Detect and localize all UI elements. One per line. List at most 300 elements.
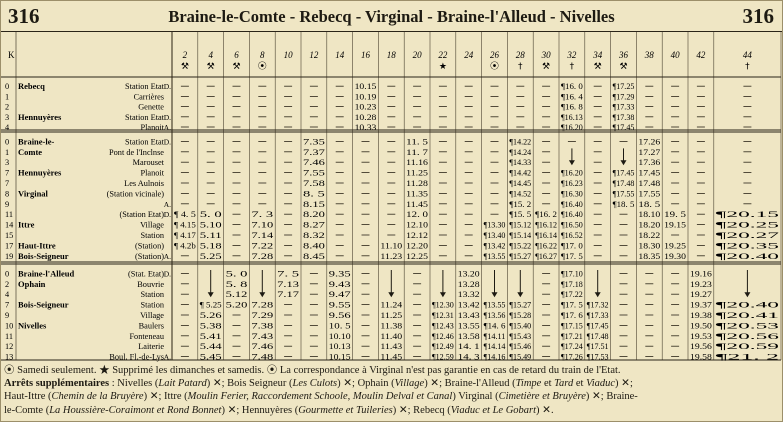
departure-time: ¶17.15	[561, 321, 583, 331]
departure-time: ¶17.10	[561, 269, 583, 279]
run-through-arrow-head	[569, 160, 575, 165]
train-number: 40	[670, 50, 680, 60]
departure-time: 7.10	[251, 220, 274, 230]
km-value: 11	[5, 331, 13, 341]
train-number: 34	[593, 50, 603, 60]
km-value: 4	[5, 290, 10, 300]
departure-time: ¶15.43	[509, 331, 532, 341]
departure-time: 10.15	[354, 82, 377, 92]
departure-time: 19.37	[690, 300, 712, 310]
departure-time: ¶15.40	[509, 321, 532, 331]
departure-time: 11.16	[406, 158, 428, 168]
departure-time: 5. 0	[225, 269, 248, 279]
departure-time: ¶14.45	[509, 179, 532, 188]
departure-time: 10.28	[354, 112, 377, 122]
departure-time: 19. 5	[664, 210, 686, 220]
stop-name: Station	[140, 231, 164, 240]
train-number: 32	[567, 50, 577, 60]
departure-time: 7. 3	[251, 210, 274, 220]
departure-time: ¶16.50	[561, 220, 583, 230]
km-value: 0	[5, 137, 10, 147]
departure-time: 8.32	[303, 231, 325, 240]
footnote-segment: Arrêts supplémentaires	[4, 378, 110, 390]
departure-time: ¶17.51	[586, 342, 609, 352]
departure-time: ¶12.49	[432, 342, 454, 352]
departure-time: 9.43	[328, 279, 351, 289]
arr-dep-flag: A.	[163, 199, 171, 209]
footnote-segment: ) ✕; Bois Seigneur (	[206, 378, 293, 390]
stop-name: (Station Etat)	[119, 210, 164, 220]
station-name: Nivelles	[18, 320, 47, 331]
departure-time: 19.16	[690, 269, 712, 279]
departure-time: 19.27	[690, 290, 712, 300]
station-name: Ittre	[18, 219, 35, 230]
departure-time: ¶20.40	[715, 300, 779, 310]
departure-time: ¶21. 2	[715, 352, 779, 362]
km-value: 15	[5, 231, 14, 240]
departure-time: ¶16.20	[561, 123, 583, 132]
departure-time: ¶14.22	[509, 137, 532, 147]
departure-time: 11. 7	[406, 147, 428, 157]
departure-time: 11.43	[380, 342, 403, 352]
departure-time: ¶17.45	[612, 123, 635, 132]
departure-time: 7.46	[303, 158, 325, 168]
departure-time: ¶ 4. 5	[174, 210, 196, 220]
train-symbol: †	[518, 62, 523, 72]
footnote-segment: ) ✕; Hennuyères (	[221, 404, 299, 416]
departure-time: ¶14. 6	[483, 321, 506, 331]
departure-time: ¶17.45	[612, 168, 635, 178]
footnote-segment: Viaduc et Le Gobart	[450, 404, 537, 416]
footnote-segment: ) ✕; Rebecq (	[392, 404, 451, 416]
train-number: 24	[464, 50, 474, 60]
train-number: 26	[490, 50, 499, 60]
train-symbol: ⚒	[542, 62, 551, 72]
departure-time: 11.45	[380, 352, 403, 362]
departure-time: ¶17.48	[612, 179, 635, 188]
footnote-segment: ) ✕; Braine-	[585, 391, 638, 403]
departure-time: 13.55	[457, 321, 480, 331]
stop-name: Station Etat	[125, 82, 164, 92]
departure-time: 5. 0	[199, 210, 222, 220]
footnote-segment: ) ✕;	[615, 378, 633, 390]
departure-time: ¶17.55	[612, 189, 635, 199]
departure-time: ¶13.55	[483, 300, 506, 310]
departure-time: 7.46	[251, 342, 274, 352]
station-name: Rebecq	[18, 81, 45, 92]
footnote-segment: La Houssière-Coraimont et Rond Bonnet	[49, 404, 222, 416]
departure-time: 8.20	[303, 210, 325, 220]
departure-time: 10. 5	[328, 321, 351, 331]
footnote-segment: ) ✕; Ittre (	[143, 391, 188, 403]
footnote-segment: Haut-Ittre (	[4, 391, 52, 403]
departure-time: 18.20	[638, 220, 661, 230]
departure-time: ¶16.23	[561, 179, 583, 188]
train-number: 38	[644, 50, 654, 60]
footnote-segment: Tard	[554, 378, 574, 390]
train-symbol: ⦿	[257, 62, 267, 72]
station-name: Hennuyères	[18, 167, 62, 178]
km-value: 2	[5, 279, 10, 289]
train-symbol: ⚒	[206, 62, 215, 72]
departure-time: 19.15	[664, 220, 686, 230]
departure-time: ¶ 4.15	[174, 220, 196, 230]
departure-time: ¶17. 5	[561, 300, 583, 310]
train-symbol: ★	[438, 62, 447, 72]
train-number: 12	[309, 50, 319, 60]
departure-time: ¶13.55	[483, 251, 506, 261]
departure-time: 5.10	[199, 220, 222, 230]
departure-time: ¶20.59	[715, 342, 779, 352]
departure-time: ¶16.30	[561, 189, 583, 199]
km-value: 3	[5, 112, 10, 122]
stop-name: (Station vicinale)	[106, 189, 164, 199]
footnote-extra-stops-1	[4, 377, 780, 390]
km-value: 9	[5, 311, 10, 320]
departure-time: 7.28	[251, 300, 274, 310]
train-number: 4	[208, 50, 213, 60]
stop-name: Pont de l'Inclnse	[109, 147, 164, 157]
footnote-segment: : Nivelles (	[109, 378, 159, 390]
stop-name: (Stat. Etat)	[128, 269, 164, 279]
table-number-left: 316	[8, 4, 40, 28]
stop-name: Laiterie	[138, 342, 164, 352]
train-symbol: ⦿	[489, 62, 500, 72]
departure-time: ¶12.59	[432, 352, 454, 362]
train-number: 14	[335, 50, 345, 60]
departure-time: 13.32	[457, 290, 480, 300]
run-through-arrow-head	[440, 292, 446, 297]
departure-time: ¶17.21	[561, 331, 583, 341]
departure-time: 5.38	[199, 321, 222, 331]
departure-time: ¶20.27	[715, 231, 779, 240]
stop-name: (Station)	[134, 241, 164, 251]
departure-time: 9.55	[328, 300, 351, 310]
departure-time: 14. 1	[457, 342, 480, 352]
run-through-arrow-head	[388, 292, 394, 297]
station-name: Virginal	[18, 188, 48, 199]
stop-name: Marouset	[132, 158, 164, 168]
departure-time: 9.56	[328, 311, 351, 320]
departure-time: ¶17.24	[561, 342, 583, 352]
departure-time: 13.43	[457, 311, 480, 320]
arr-dep-flag: D.	[163, 210, 171, 220]
footnote-segment: Moulin Ferier, Raccordement Schoole, Moulin Delval et Canal	[187, 391, 453, 403]
footnote-symbols	[4, 364, 780, 377]
departure-time: ¶16.27	[535, 251, 557, 261]
run-through-arrow-head	[595, 292, 601, 297]
departure-time: 12.10	[406, 220, 428, 230]
departure-time: ¶12.31	[432, 311, 454, 320]
km-value: 1	[5, 147, 10, 157]
departure-time: ¶ 4.2b	[174, 241, 196, 251]
departure-time: 8.27	[303, 220, 325, 230]
run-through-arrow-head	[744, 292, 750, 297]
departure-time: 13.20	[457, 269, 480, 279]
train-number: 18	[386, 50, 396, 60]
departure-time: 8.15	[303, 199, 325, 209]
footnote-segment: ⦿ Samedi seulement.	[4, 365, 97, 376]
km-label: K	[8, 50, 15, 60]
departure-time: ¶20.56	[715, 331, 779, 341]
departure-time: 12.20	[406, 241, 428, 251]
footnote-segment: Timpe	[515, 378, 542, 390]
departure-time: 7.13	[277, 279, 299, 289]
departure-time: 10.10	[328, 331, 351, 341]
km-value: 3	[5, 158, 10, 168]
departure-time: ¶17.33	[586, 311, 609, 320]
train-number: 2	[182, 50, 188, 60]
departure-time: 19.30	[664, 251, 686, 261]
run-through-arrow-head	[621, 160, 627, 165]
run-through-arrow-head	[259, 292, 265, 297]
departure-time: 18.22	[638, 231, 661, 240]
departure-time: 11.25	[406, 168, 428, 178]
station-name: Bois-Seigneur	[18, 250, 69, 261]
arr-dep-flag: D.	[163, 112, 171, 122]
departure-time: ¶13.42	[483, 241, 506, 251]
departure-time: 13.42	[457, 300, 480, 310]
train-symbol: ⚒	[232, 62, 241, 72]
departure-time: 5.26	[199, 311, 222, 320]
train-number: 42	[696, 50, 706, 60]
departure-time: ¶17. 6	[561, 311, 583, 320]
stop-name: Village	[140, 311, 164, 320]
km-value: 4	[5, 123, 10, 132]
departure-time: ¶ 5.25	[199, 300, 222, 310]
footnote-segment: Cimetière et Bruyère	[498, 391, 586, 403]
departure-time: ¶15.14	[509, 231, 532, 240]
departure-time: ¶16. 0	[561, 82, 583, 92]
departure-time: ¶17. 0	[561, 241, 583, 251]
km-value: 10	[5, 321, 14, 331]
departure-time: 5. 8	[225, 279, 248, 289]
departure-time: ¶20.41	[715, 311, 779, 320]
departure-time: ¶16.12	[535, 220, 557, 230]
departure-time: ¶17.45	[586, 321, 609, 331]
departure-time: 17.27	[638, 147, 661, 157]
footnote-segment: et	[541, 378, 555, 390]
departure-time: ¶16.40	[561, 199, 583, 209]
station-name: Comte	[18, 146, 43, 157]
departure-time: 19.38	[690, 311, 712, 320]
departure-time: ¶15.12	[509, 220, 532, 230]
departure-time: 8.40	[303, 241, 325, 251]
train-number: 20	[412, 50, 422, 60]
stop-name: Station	[140, 300, 164, 310]
footnote-segment: et	[573, 378, 587, 390]
station-name: Ophain	[18, 278, 46, 289]
departure-time: ¶12.43	[432, 321, 454, 331]
station-name: Braine-l'Alleud	[18, 268, 75, 279]
km-value: 0	[5, 269, 10, 279]
departure-time: ¶20.25	[715, 220, 779, 230]
run-through-arrow-head	[208, 292, 214, 297]
departure-time: ¶15.27	[509, 251, 532, 261]
departure-time: 19.23	[690, 279, 712, 289]
departure-time: 7.22	[251, 241, 274, 251]
departure-time: 10.15	[328, 352, 351, 362]
route-title: Braine-le-Comte - Rebecq - Virginal - Braine-l'Alleud - Nivelles	[168, 7, 615, 26]
departure-time: 19.50	[690, 321, 712, 331]
departure-time: 8. 5	[303, 189, 325, 199]
departure-time: 14. 3	[457, 352, 480, 362]
departure-time: ¶12.30	[432, 300, 454, 310]
footnote-segment: ) Virginal (	[452, 391, 499, 403]
departure-time: 13.28	[457, 279, 480, 289]
departure-time: ¶15.22	[509, 241, 532, 251]
departure-time: 17.26	[638, 137, 661, 147]
departure-time: ¶15.28	[509, 311, 532, 320]
departure-time: ¶16.52	[561, 231, 583, 240]
departure-time: ¶16.13	[561, 112, 583, 122]
stop-name: Genette	[138, 102, 164, 112]
km-value: 13	[5, 352, 14, 362]
departure-time: 5.25	[199, 251, 222, 261]
footnote-segment: ⦿ La correspondance à Virginal n'est pas garantie en cas de retard du train de l'Etat.	[264, 365, 621, 376]
departure-time: 11.23	[380, 251, 403, 261]
run-through-arrow-head	[492, 292, 498, 297]
departure-time: 7.17	[277, 290, 299, 300]
footnote-segment: ) ✕.	[536, 404, 554, 416]
km-value: 0	[5, 82, 10, 92]
departure-time: ¶14.33	[509, 158, 532, 168]
arr-dep-flag: A.	[163, 251, 171, 261]
departure-time: 18.35	[638, 251, 661, 261]
train-number: 6	[234, 50, 239, 60]
departure-time: 10.33	[354, 123, 377, 132]
departure-time: ¶18. 5	[612, 199, 635, 209]
departure-time: 11.35	[406, 189, 428, 199]
footnote-segment: le-Comte (	[4, 404, 50, 416]
train-symbol: †	[745, 62, 750, 72]
departure-time: 5.18	[199, 241, 222, 251]
station-name: Braine-le-	[18, 136, 55, 147]
stop-name: Village	[140, 220, 164, 230]
train-number: 28	[515, 50, 525, 60]
departure-time: 9.47	[328, 290, 351, 300]
departure-time: 11.24	[380, 300, 403, 310]
departure-time: 12.25	[406, 251, 428, 261]
departure-time: 17.36	[638, 158, 661, 168]
departure-time: 5.12	[225, 290, 248, 300]
departure-time: 17.48	[638, 179, 661, 188]
departure-time: 11. 5	[406, 137, 428, 147]
departure-time: ¶ 4.17	[174, 231, 196, 240]
departure-time: 7.55	[303, 168, 325, 178]
departure-time: 10.23	[354, 102, 377, 112]
stop-name: Station Etat	[125, 137, 164, 147]
footnote-extra-stops-3	[4, 404, 780, 417]
km-value: 8	[5, 189, 10, 199]
departure-time: 17.45	[638, 168, 661, 178]
train-number: 16	[361, 50, 370, 60]
departure-time: ¶15.49	[509, 352, 532, 362]
km-value: 7	[5, 300, 10, 310]
km-value: 7	[5, 168, 10, 178]
km-value: 11	[5, 210, 13, 220]
departure-time: 11.25	[380, 311, 403, 320]
departure-time: 7.29	[251, 311, 274, 320]
departure-time: ¶16.14	[535, 231, 557, 240]
train-symbol: ⚒	[180, 62, 189, 72]
km-value: 14	[5, 220, 14, 230]
departure-time: 7.43	[251, 331, 274, 341]
departure-time: ¶17.48	[586, 331, 609, 341]
departure-time: 7.58	[303, 179, 325, 188]
departure-time: 11.45	[406, 199, 428, 209]
stop-name: Planoit	[140, 123, 164, 132]
departure-time: ¶20.15	[715, 210, 779, 220]
departure-time: ¶17.25	[612, 82, 635, 92]
departure-time: ¶20.35	[715, 241, 779, 251]
departure-time: ¶13.56	[483, 311, 506, 320]
departure-time: 7. 5	[277, 269, 299, 279]
departure-time: 5.11	[199, 231, 222, 240]
departure-time: 7.14	[251, 231, 274, 240]
footnote-segment: ) ✕; Braine-l'Alleud (	[424, 378, 516, 390]
departure-time: ¶16.22	[535, 241, 557, 251]
departure-time: 5.44	[199, 342, 222, 352]
km-value: 9	[5, 199, 10, 209]
departure-time: ¶17.32	[586, 300, 609, 310]
departure-time: ¶15.46	[509, 342, 532, 352]
stop-name: Carrières	[133, 92, 164, 102]
departure-time: ¶20.40	[715, 251, 779, 261]
departure-time: 8.45	[303, 251, 325, 261]
footnote-segment: ★ Supprimé les dimanches et samedis.	[96, 365, 265, 376]
departure-time: 7.28	[251, 251, 274, 261]
train-number: 8	[260, 50, 265, 60]
stop-name: Planoit	[140, 168, 164, 178]
timetable-grid	[1, 1, 782, 363]
footnote-segment: Les Culots	[292, 378, 338, 390]
departure-time: ¶16. 8	[561, 102, 583, 112]
train-number: 36	[619, 50, 628, 60]
departure-time: 11.10	[380, 241, 403, 251]
stop-name: Station Etat	[125, 112, 164, 122]
departure-time: 7.48	[251, 352, 274, 362]
km-value: 19	[5, 251, 14, 261]
departure-time: 13.58	[457, 331, 480, 341]
departure-time: ¶15.27	[509, 300, 532, 310]
footnote-extra-stops-2	[4, 390, 780, 403]
departure-time: 12. 0	[406, 210, 428, 220]
departure-time: ¶17.18	[561, 279, 583, 289]
arr-dep-flag: D.	[163, 269, 171, 279]
stop-name: Bouvrie	[137, 279, 164, 289]
footnote-segment: Chemin de la Bruyère	[51, 391, 144, 403]
stop-name: Boul. Fl.-de-Lys	[109, 352, 164, 362]
departure-time: ¶17.26	[561, 352, 583, 362]
departure-time: 17.55	[638, 189, 661, 199]
departure-time: 7.35	[303, 137, 325, 147]
departure-time: ¶16. 4	[561, 92, 583, 102]
departure-time: 5.20	[225, 300, 248, 310]
footnote-segment: ) ✕; Ophain (	[337, 378, 395, 390]
km-value: 17	[5, 241, 14, 251]
departure-time: 9.35	[328, 269, 351, 279]
departure-time: 5.41	[199, 331, 222, 341]
footnote-segment: Village	[394, 378, 425, 390]
departure-time: ¶14.11	[483, 331, 506, 341]
km-value: 1	[5, 92, 10, 102]
departure-time: ¶17.38	[612, 112, 635, 122]
train-symbol: ⚒	[619, 62, 628, 72]
departure-time: 11.28	[406, 179, 428, 188]
footnote-segment: Gourmette et Tuileries	[298, 404, 393, 416]
departure-time: 19.25	[664, 241, 686, 251]
